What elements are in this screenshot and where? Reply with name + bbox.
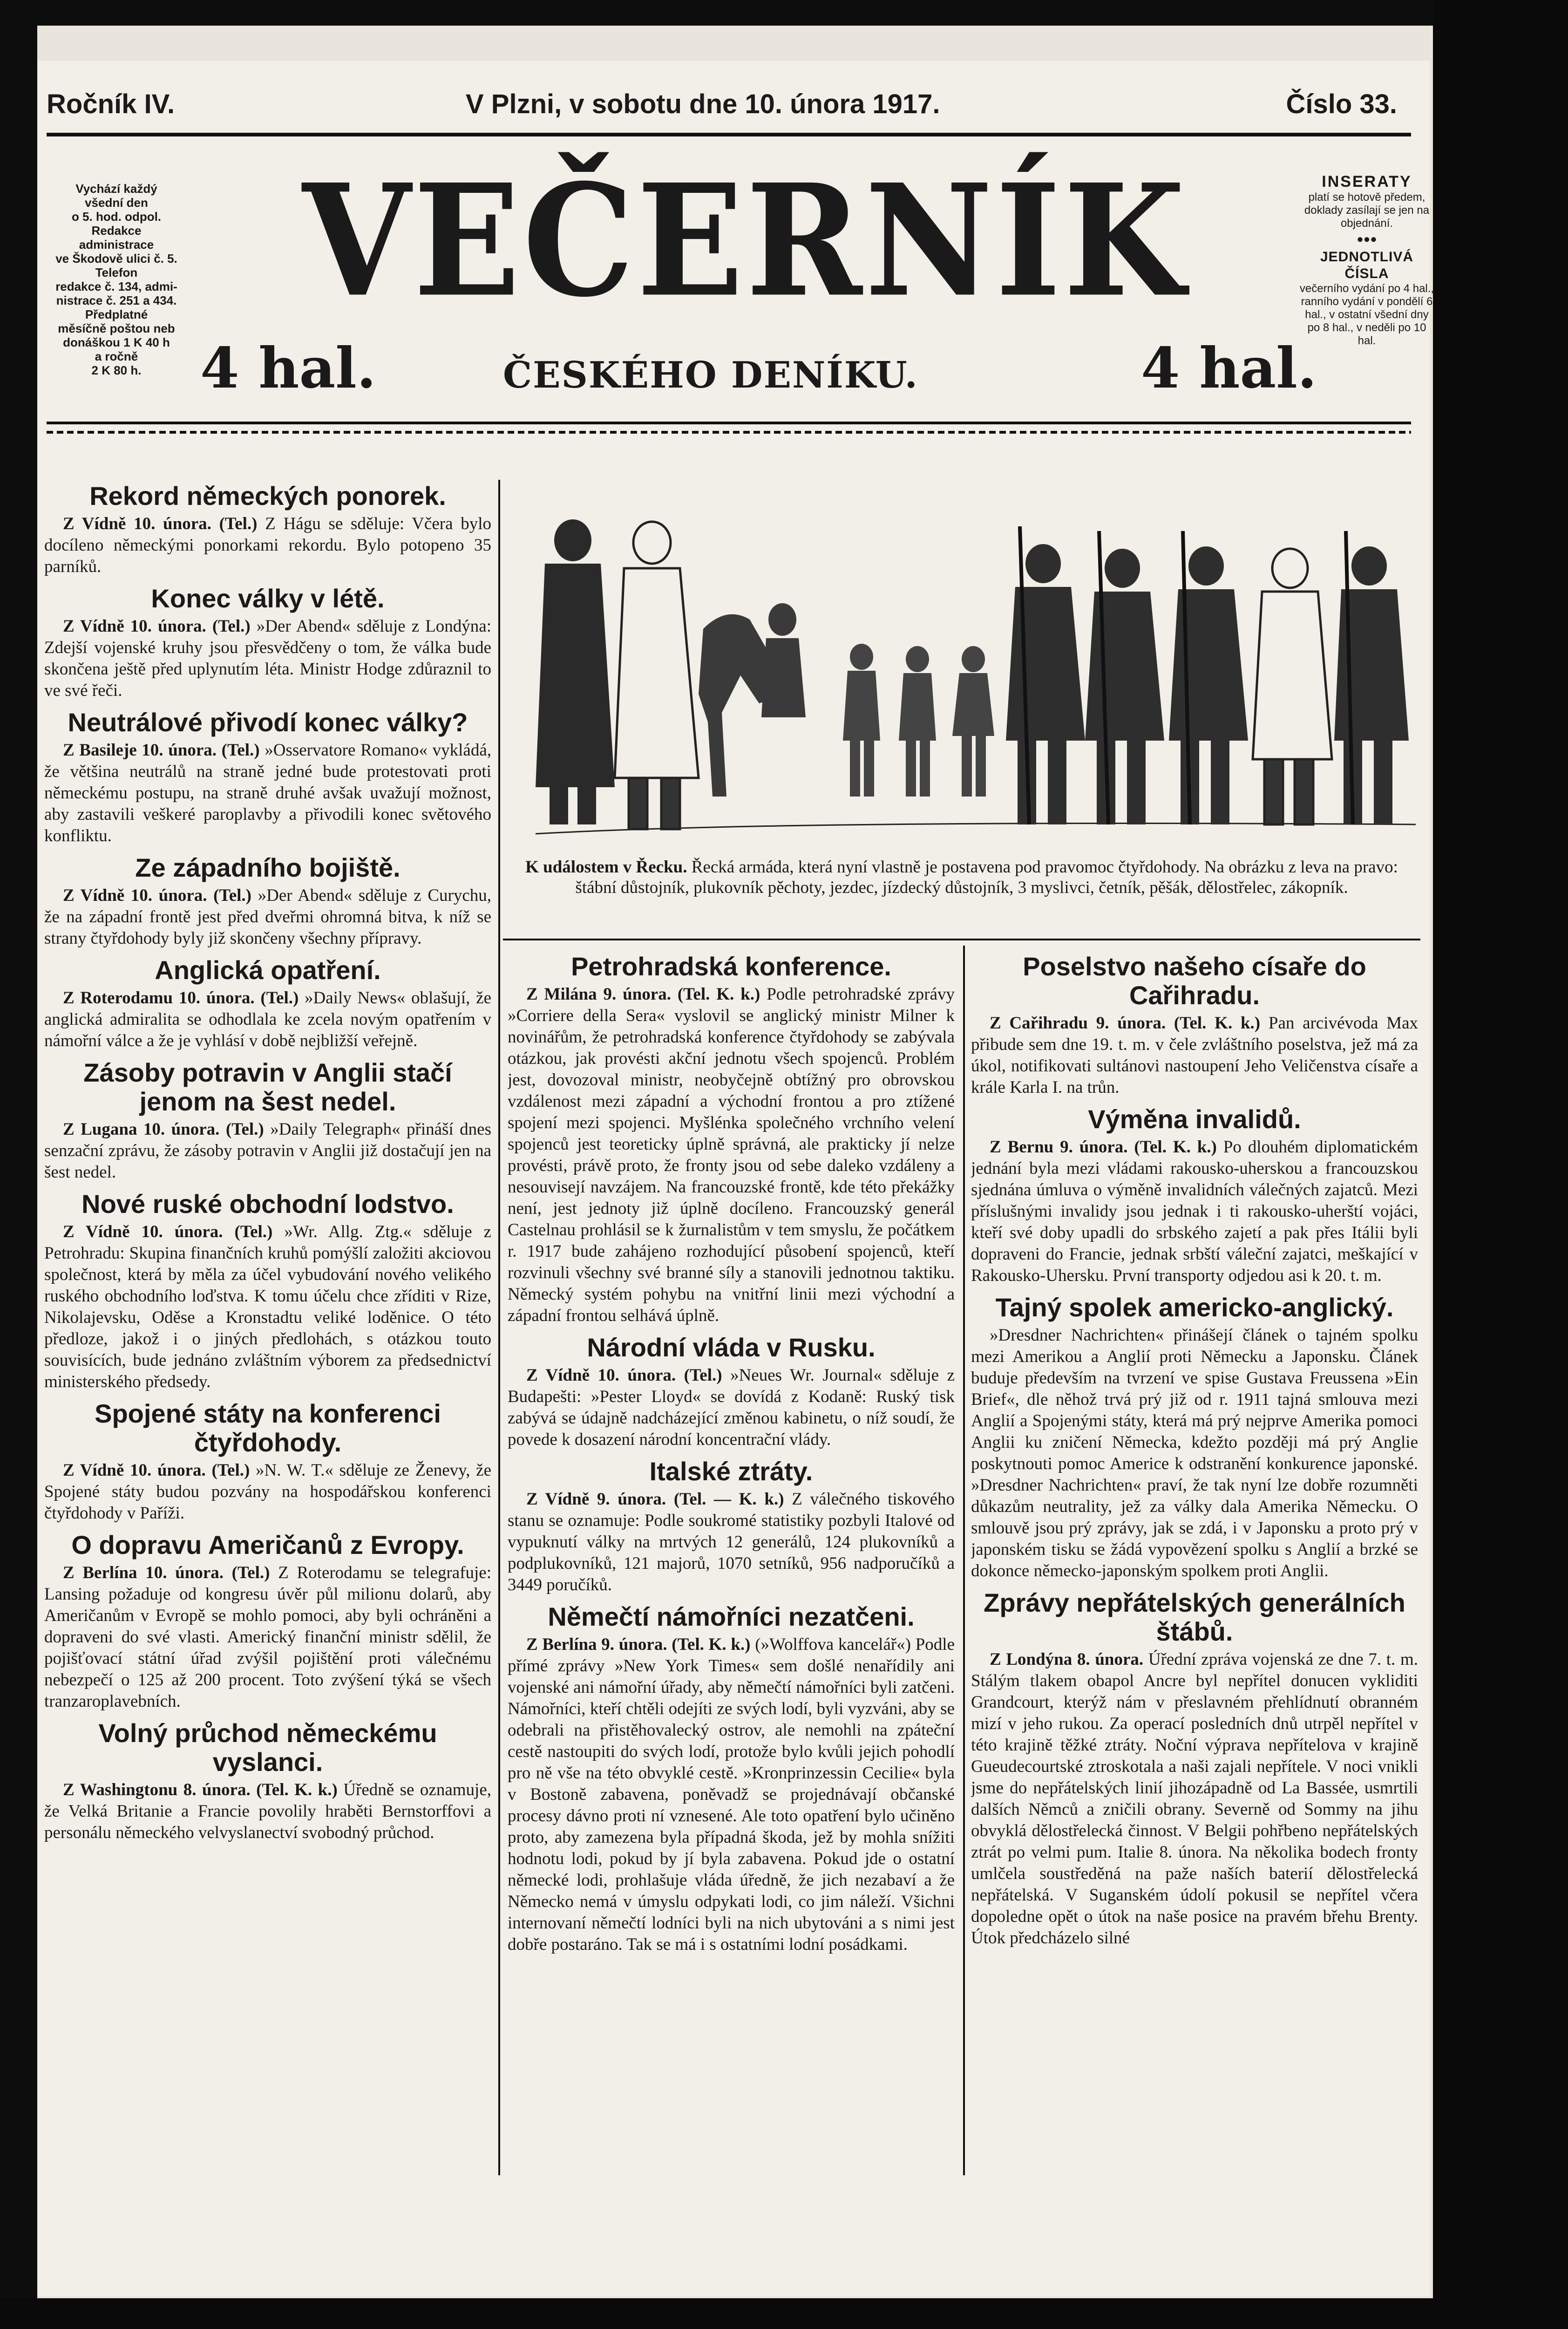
article-headline: Ze západního bojiště. — [135, 853, 400, 882]
article-text: »Wr. Allg. Ztg.« sděluje z Petrohradu: Skupina finančních kruhů pomýšlí založiti akciovou společnost, která by měla za účel vybudování nového velikého ruského obchodního loďstva. K tomu účelu chce zříditi v Rize, Nikolajevsku, Oděse a Kronstadtu veliké loděnice. O této předloze, jakož i o jiných předlohách, s otázkou touto souvisících, bude jednáno zvláštním výborem za předsednictví ministerského předsedy. — [44, 1222, 491, 1391]
article-body — [971, 1013, 1418, 1098]
info-line: Vychází každý — [75, 182, 157, 196]
article-dateline: Z Vídně 10. února. (Tel.) — [63, 514, 258, 533]
price-left: 4 hal. — [200, 335, 376, 401]
column-middle — [508, 946, 955, 2161]
info-line: všední den — [85, 196, 148, 210]
article-headline: Tajný spolek americko-anglický. — [995, 1293, 1394, 1322]
article-body — [508, 984, 955, 1327]
article-body — [508, 1634, 955, 1955]
soldiers-drawing-icon — [508, 498, 1416, 852]
article-body — [44, 513, 491, 578]
article-dateline: Z Vídně 10. února. (Tel.) — [63, 1461, 250, 1480]
article-dateline: Z Londýna 8. února. — [990, 1650, 1144, 1669]
article-body — [44, 616, 491, 701]
article-body — [508, 1489, 955, 1596]
article-headline: Italské ztráty. — [649, 1457, 813, 1486]
info-line: 2 K 80 h. — [91, 363, 142, 377]
separator-dots: ●●● — [1357, 233, 1377, 245]
column-divider-1 — [498, 480, 500, 2175]
article-text: »Osservatore Romano« vykládá, že většina neutrálů na straně jedné bude protestovati proti německému postupu, na straně druhé avšak uvažují možnost, aby zastavili veškeré paroplavby a přivodili konec světového konfliktu. — [44, 741, 491, 845]
article-text: Úřední zpráva vojenská ze dne 7. t. m. Stálým tlakem obapol Ancre byl nepřítel donucen vykliditi Grandcourt, kterýž nám v přeslavném přehlídnutí obranném mizí v jeho rukou. Za operací posledních dnů utrpěl nepřítel v této krajině těžké ztráty. Noční výprava nepřítelova v krajině Gueudecourtské ztroskotala a naši zajali nepřítele. V noci vnikli jsme do nepřátelských linií jihozápadně od La Bassée, usmrtili dalších Němců a zničili obrany. Severně od Sommy na jihu obvyklá dělostřelecká činnost. V Belgii pohřbeno nepřátelských ztrát po velmi pum. Italie 8. února. Na několika bodech fronty umlčela soustředěná na paže naších baterií dělostřelecká nepřátelská. V Suganském údolí pokusil se nepřítel včera dopoledne opět o útok na naše posice na pravém břehu Brenty. Útok předcházelo silné — [971, 1650, 1418, 1948]
article-dateline: Z Washingtonu 8. února. (Tel. K. k.) — [63, 1780, 338, 1799]
article-dateline: Z Berlína 10. února. (Tel.) — [63, 1563, 270, 1582]
article-text: »Der Abend« sděluje z Londýna: Zdejší vojenské kruhy jsou přesvědčeny o tom, že válka bude skončena ještě před uplynutím léta. Ministr Hodge zdůraznil to ve své řeči. — [44, 617, 491, 700]
masthead-subtitle: ČESKÉHO DENÍKU. — [503, 354, 918, 396]
article-body — [971, 1137, 1418, 1287]
article-headline: Národní vláda v Rusku. — [587, 1333, 876, 1362]
article-headline: Němečtí námořníci nezatčeni. — [548, 1602, 915, 1631]
article-body — [971, 1649, 1418, 1949]
article-body — [44, 1562, 491, 1712]
volume-label: Ročník IV. — [47, 89, 175, 119]
info-line: ve Škodově ulici č. 5. — [55, 252, 177, 266]
article-headline: Petrohradská konference. — [571, 952, 891, 981]
article-text: Z Roterodamu se telegrafuje: Lansing požaduje od kongresu úvěr půl milionu dolarů, aby Američanům v Evropě se mohlo pomoci, aby byli ochráněni a dopraveni do své vlasti. Americký finanční ministr sdělil, že pojišťovací státní úřad zvýšil pojištění proti válečnému nebezpečí o 125 až 200 procent. Toto zvýšení týká se všech tranzaroplavebních. — [44, 1563, 491, 1711]
article-body — [44, 885, 491, 949]
info-line: o 5. hod. odpol. — [71, 210, 162, 224]
article-text: »Daily Telegraph« přináší dnes senzační zprávu, že zásoby potravin v Anglii již dostačují jen na šest nedel. — [44, 1120, 491, 1182]
issue-date: V Plzni, v sobotu dne 10. února 1917. — [466, 89, 940, 119]
article-headline: Nové ruské obchodní lodstvo. — [81, 1189, 454, 1219]
article-text: Po dlouhém diplomatickém jednání byla mezi vládami rakousko-uherskou a francouzskou sjednána úmluva o výměně invalidních válečných zajatců. Mezi příslušnými invalidy jsou jednak i ti rakousko-uherští vojáci, kteří své doby upadli do srbského zajetí a pak přes Itálii byli dopraveni do Francie, jednak srbští váleční zajatci, meškající v Rakousko-Uhersku. První transporty odjedou asi k 20. t. m. — [971, 1137, 1418, 1285]
info-line: administrace — [79, 238, 154, 252]
article-body — [44, 740, 491, 847]
info-line: měsíčně poštou neb — [58, 321, 175, 335]
article-text: »Dresdner Nachrichten« přinášejí článek o tajném spolku mezi Amerikou a Anglií proti Německu a Japonsku. Článek buduje především na tvrzení ve spise Gustava Freussena »Ein Brief«, dle něhož trvá prý již od r. 1911 tajná smlouva mezi Anglií a Spojenými státy, která má prý nejprve Amerika pomoci Anglii ku zničení Německa, kdežto později má prý Anglie poskytnouti pomoc Americe k odstranění konkurence japonské. »Dresdner Nachrichten« praví, že tak nyní lze dobře rozumněti důkazům neutrality, jež za války dala Amerika Německu. O smlouvě jsou prý zprávy, jak se zdá, i v Japonsku a proto prý v japonském tisku se žádá vypovězení spolku s Anglií a brzké se dokonce německo-japonským spolkem proti Anglii. — [971, 1326, 1418, 1580]
article-text: »Daily News« oblašují, že anglická admiralita se odhodlala ke zcela novým opatřením v námořní válce a že je vyhlásí v době nejbližší veřejně. — [44, 988, 491, 1050]
article-headline: Anglická opatření. — [155, 955, 381, 985]
article-headline: Konec války v létě. — [151, 584, 385, 613]
article-headline: Poselstvo našeho císaře do Cařihradu. — [1023, 952, 1366, 1010]
article-headline: Výměna invalidů. — [1088, 1104, 1301, 1134]
column-divider-2 — [963, 946, 965, 2175]
cisla-text: večerního vydání po 4 hal., ranního vydání v pondělí 6 hal., v ostatní všední dny po 8 hal., v neděli po 10 hal. — [1299, 282, 1434, 347]
article-dateline: Z Vídně 10. února. (Tel.) — [63, 1222, 273, 1241]
article-body — [44, 1779, 491, 1844]
masthead-title: VEČERNÍK — [302, 150, 1188, 331]
article-dateline: Z Vídně 9. února. (Tel. — K. k.) — [526, 1490, 784, 1509]
article-body — [44, 1460, 491, 1524]
inserat-title: INSERATY — [1322, 173, 1412, 191]
article-headline: Zprávy nepřátelských generálních štábů. — [984, 1588, 1405, 1646]
info-line: nistrace č. 251 a 434. — [56, 293, 177, 307]
scan-border-bottom — [0, 2298, 1568, 2329]
article-dateline: Z Berlína 9. února. (Tel. K. k.) — [526, 1635, 751, 1654]
issue-header-row — [47, 89, 1397, 126]
scan-border-right — [1433, 0, 1568, 2329]
article-body — [971, 1325, 1418, 1582]
article-text: Úředně se oznamuje, že Velká Britanie a Francie povolily hraběti Bernstorffovi a personálu německého velvyslanectví svobodný průchod. — [44, 1780, 491, 1842]
article-headline: Zásoby potravin v Anglii stačí jenom na šest nedel. — [83, 1058, 452, 1116]
info-line: Redakce — [91, 224, 142, 238]
header-rule — [47, 133, 1411, 136]
article-dateline: Z Vídně 10. února. (Tel.) — [63, 617, 251, 636]
article-dateline: Z Vídně 10. února. (Tel.) — [63, 886, 251, 905]
article-text: Pan arcivévoda Max přibude sem dne 19. t. m. v čele zvláštního poselstva, jež má za úkol, notifikovati sultánovi nastoupení Jeho Veličenstva císaře a krále Karla I. na trůn. — [971, 1014, 1418, 1097]
info-line: donáškou 1 K 40 h — [63, 335, 170, 349]
article-text: Z válečného tiskového stanu se oznamuje: Podle soukromé statistiky pozbyli Italové od vypuknutí války na mrtvých 12 generálů, 124 plukovníků a podplukovníků, 121 majorů, 1070 setníků, 956 nadporučíků a 3449 poručíků. — [508, 1490, 955, 1594]
masthead-rule — [47, 422, 1411, 424]
caption-lead: K událostem v Řecku. — [525, 858, 687, 877]
article-headline: Neutrálové přivodí konec války? — [68, 708, 468, 737]
article-headline: Volný průchod německému vyslanci. — [98, 1718, 437, 1777]
advert-info-box — [1299, 172, 1434, 405]
info-line: Předplatné — [85, 307, 148, 321]
article-dateline: Z Bernu 9. února. (Tel. K. k.) — [990, 1137, 1217, 1157]
scan-border-top — [0, 0, 1568, 26]
caption-text: Řecká armáda, která nyní vlastně je postavena pod pravomoc čtyřdohody. Na obrázku z leva na pravo: štábní důstojník, plukovník pěchoty, jezdec, jízdecký důstojník, 3 myslivci, četník, pěšák, dělostřelec, zákopník. — [575, 858, 1398, 897]
column-left — [44, 475, 491, 2161]
greek-army-illustration — [508, 498, 1416, 852]
article-text: (»Wolffova kancelář«) Podle přímé zprávy »New York Times« sem došlé nenařídily ani vojenské ani námořní úřady, aby němečtí námořníci byli zatčeni. Námořníci, kteří chtěli odejíti ze svých lodí, byli vyzváni, aby se odebrali na přistěhovalecký ostrov, ale nemohli na zpáteční cestě nastoupiti do svých lodí, protože bylo kvůli jejich pohodlí pro ně vše na této obvyklé cestě. »Kronprinzessin Cecilie« byla v Bostoně zabavena, poněvadž se projednávají občanské procesy dávno proti ní vznesené. Ale toto opatření bylo učiněno proto, aby zamezena byla případná škoda, jež by mohla snížiti hodnotu lodi, pokud by jí byla zabavena. Pokud jde o ostatní německé lodi, prohlašuje vláda úředně, že jich nezabaví a že Německo nemá v úmyslu odpykati lodi, co jim náleží. Všichni internovaní němečtí lodníci byli na nich ubytováni a s nimi jest dobře postaráno. Tak se má i s ostatními lodní posádkami. — [508, 1635, 955, 1954]
column-right — [971, 946, 1418, 2161]
article-text: »Neues Wr. Journal« sděluje z Budapešti: »Pester Lloyd« se dovídá z Kodaně: Ruský tisk zabývá se údajně nadcházející změnou kabinetu, o níž soudí, že povede k dosazení národní koncentrační vlády. — [508, 1366, 955, 1449]
illustration-caption — [505, 857, 1418, 898]
issue-number: Číslo 33. — [1286, 89, 1397, 119]
price-right: 4 hal. — [1141, 335, 1317, 401]
inserat-text: platí se hotově předem, doklady zasílají se jen na objednání. — [1304, 191, 1430, 230]
info-line: redakce č. 134, admi- — [55, 279, 177, 293]
publisher-info-box — [47, 182, 186, 415]
info-line: Telefon — [95, 266, 138, 279]
cisla-title: JEDNOTLIVÁ ČÍSLA — [1320, 249, 1414, 281]
article-dateline: Z Lugana 10. února. (Tel.) — [63, 1120, 264, 1139]
article-body — [44, 1221, 491, 1393]
article-dateline: Z Basileje 10. února. (Tel.) — [63, 741, 260, 760]
article-text: Podle petrohradské zprávy »Corriere della Sera« vyslovil se anglický ministr Milner k novinářům, že petrohradská konference čtyřdohody se zabývala otázkou, jak provésti akční jednotu všech spojenců. Problém jest, dovozoval ministr, neobyčejně obtížný pro obrovskou vzdálenost mezi západní a východní frontou a pro ztížené spojení mezi spojenci. Myšlénka společného vrchního velení spojenců jest teoreticky úplně správná, ale prakticky jí nelze provésti, právě proto, že fronty jsou od sebe daleko vzdáleny a nesouvisejí navzájem. Na francouzské frontě, kde této překážky není, jest jednoty již úplně docíleno. Francouzský generál Castelnau prohlásil se k žurnalistům v tem smyslu, že počátkem r. 1917 bude zahájeno rozhodující působení spojenců, kteří rozvinuli všechny své branné síly a stanovili jednotnou taktiku. Německý systém pohybu na vnitřní linii mezi východní a západní frontou selhává úplně. — [508, 985, 955, 1325]
article-text: »Der Abend« sděluje z Curychu, že na západní frontě jest před dveřmi ohromná bitva, k níž se strany čtyřdohody byly již skončeny všechny přípravy. — [44, 886, 491, 948]
article-body — [44, 1119, 491, 1183]
article-dateline: Z Roterodamu 10. února. (Tel.) — [63, 988, 299, 1008]
article-dateline: Z Cařihradu 9. února. (Tel. K. k.) — [990, 1014, 1261, 1033]
info-line: a ročně — [95, 349, 138, 363]
article-body — [508, 1365, 955, 1451]
article-headline: O dopravu Američanů z Evropy. — [71, 1530, 464, 1559]
article-headline: Rekord německých ponorek. — [89, 481, 446, 511]
article-dateline: Z Milána 9. února. (Tel. K. k.) — [526, 985, 760, 1004]
article-headline: Spojené státy na konferenci čtyřdohody. — [95, 1399, 441, 1457]
article-text: Z Hágu se sděluje: Včera bylo docíleno německými ponorkami rekordu. Bylo potopeno 35 parníků. — [44, 514, 491, 576]
article-body — [44, 987, 491, 1052]
article-dateline: Z Vídně 10. února. (Tel.) — [526, 1366, 722, 1385]
masthead-dotted-rule — [47, 431, 1411, 434]
article-text: »N. W. T.« sděluje ze Ženevy, že Spojené státy budou pozvány na hospodářskou konferenci čtyřdohody v Paříži. — [44, 1461, 491, 1523]
caption-rule — [503, 939, 1420, 940]
